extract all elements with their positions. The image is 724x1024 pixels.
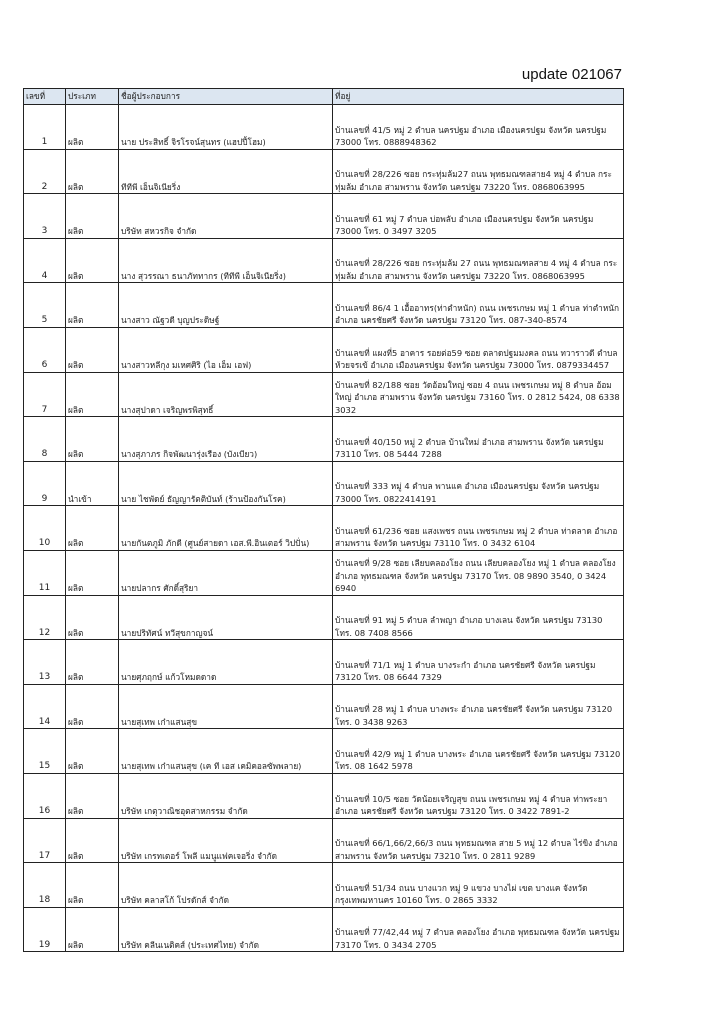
table-row — [24, 461, 624, 506]
table-row — [24, 506, 624, 551]
cell-address: บ้านเลขที่ 91 หมู่ 5 ตำบล ลำพญา อำเภอ บางเลน จังหวัด นครปฐม 73130 โทร. 08 7408 8566 — [333, 595, 624, 640]
cell-number: 3 — [24, 194, 66, 239]
cell-address: บ้านเลขที่ 86/4 1 เอื้ออาทร(ท่าตำหนัก) ถนน เพชรเกษม หมู่ 1 ตำบล ท่าตำหนัก อำเภอ นครชัยศรี จังหวัด นครปฐม 73120 โทร. 087-340-8574 — [333, 283, 624, 328]
cell-type: ผลิต — [66, 907, 119, 952]
cell-operator-name: นายสุเทพ เก๋าแสนสุข (เค ที เอส เคมิคอลซัพพลาย) — [119, 729, 333, 774]
cell-address: บ้านเลขที่ 333 หมู่ 4 ตำบล พานแค อำเภอ เมืองนครปฐม จังหวัด นครปฐม 73000 โทร. 0822414191 — [333, 461, 624, 506]
cell-operator-name: บริษัท คลาสโก้ โปรดักส์ จำกัด — [119, 863, 333, 908]
cell-number: 15 — [24, 729, 66, 774]
cell-operator-name: ทีทีพี เอ็นจิเนียริ่ง — [119, 149, 333, 194]
cell-type: ผลิต — [66, 372, 119, 417]
table-row — [24, 238, 624, 283]
cell-operator-name: นายปริทัศน์ ทวีสุขกาญจน์ — [119, 595, 333, 640]
cell-type: ผลิต — [66, 149, 119, 194]
cell-operator-name: นางสุปาดา เจริญพรพิสุทธิ์ — [119, 372, 333, 417]
cell-number: 14 — [24, 684, 66, 729]
cell-number: 11 — [24, 550, 66, 595]
header-operator-name: ชื่อผู้ประกอบการ — [119, 89, 333, 105]
cell-number: 6 — [24, 327, 66, 372]
registry-table — [23, 88, 624, 952]
cell-type: ผลิต — [66, 550, 119, 595]
cell-address: บ้านเลขที่ 61 หมู่ 7 ตำบล บ่อพลับ อำเภอ เมืองนครปฐม จังหวัด นครปฐม 73000 โทร. 0 3497 3205 — [333, 194, 624, 239]
cell-operator-name: นางสาวหลีกุง มเหศศิริ (ไอ เอ็ม เอฟ) — [119, 327, 333, 372]
cell-number: 19 — [24, 907, 66, 952]
cell-type: ผลิต — [66, 640, 119, 685]
table-row — [24, 595, 624, 640]
cell-number: 7 — [24, 372, 66, 417]
cell-number: 10 — [24, 506, 66, 551]
cell-type: ผลิต — [66, 327, 119, 372]
update-label: update 021067 — [521, 66, 622, 83]
cell-type: ผลิต — [66, 684, 119, 729]
cell-address: บ้านเลขที่ 51/34 ถนน บางแวก หมู่ 9 แขวง บางไผ่ เขต บางแค จังหวัด กรุงเทพมหานคร 10160 โทร. 0 2865 3332 — [333, 863, 624, 908]
table-row — [24, 417, 624, 462]
cell-type: ผลิต — [66, 194, 119, 239]
cell-number: 17 — [24, 818, 66, 863]
cell-address: บ้านเลขที่ 28/226 ซอย กระทุ่มล้ม27 ถนน พุทธมณฑลสาย4 หมู่ 4 ตำบล กระทุ่มล้ม อำเภอ สามพราน จังหวัด นครปฐม 73220 โทร. 0868063995 — [333, 149, 624, 194]
cell-address: บ้านเลขที่ 77/42,44 หมู่ 7 ตำบล คลองโยง อำเภอ พุทธมณฑล จังหวัด นครปฐม 73170 โทร. 0 3434 2705 — [333, 907, 624, 952]
cell-address: บ้านเลขที่ 9/28 ซอย เลียบคลองโยง ถนน เลียบคลองโยง หมู่ 1 ตำบล คลองโยง อำเภอ พุทธมณฑล จังหวัด นครปฐม 73170 โทร. 08 9890 3540, 0 3424 6940 — [333, 550, 624, 595]
cell-number: 2 — [24, 149, 66, 194]
cell-operator-name: นางสุภาภร กิจพัฒนารุ่งเรือง (บังเบียว) — [119, 417, 333, 462]
table-row — [24, 818, 624, 863]
table-row — [24, 773, 624, 818]
cell-address: บ้านเลขที่ 71/1 หมู่ 1 ตำบล บางระกำ อำเภอ นครชัยศรี จังหวัด นครปฐม 73120 โทร. 08 6644 7329 — [333, 640, 624, 685]
cell-operator-name: นายปลากร ศักดิ์สุริยา — [119, 550, 333, 595]
cell-operator-name: บริษัท สหวรกิจ จำกัด — [119, 194, 333, 239]
cell-type: นำเข้า — [66, 461, 119, 506]
cell-address: บ้านเลขที่ 10/5 ซอย วัดน้อยเจริญสุข ถนน เพชรเกษม หมู่ 4 ตำบล ท่าพระยา อำเภอ นครชัยศรี จังหวัด นครปฐม 73120 โทร. 0 3422 7891-2 — [333, 773, 624, 818]
cell-operator-name: บริษัท เกรทเตอร์ โพลี แมนูแฟคเจอริ่ง จำกัด — [119, 818, 333, 863]
cell-number: 13 — [24, 640, 66, 685]
table-row — [24, 863, 624, 908]
cell-address: บ้านเลขที่ 41/5 หมู่ 2 ตำบล นครปฐม อำเภอ เมืองนครปฐม จังหวัด นครปฐม 73000 โทร. 0888948362 — [333, 105, 624, 150]
cell-type: ผลิต — [66, 818, 119, 863]
cell-type: ผลิต — [66, 773, 119, 818]
cell-address: บ้านเลขที่ 28 หมู่ 1 ตำบล บางพระ อำเภอ นครชัยศรี จังหวัด นครปฐม 73120 โทร. 0 3438 9263 — [333, 684, 624, 729]
table-row — [24, 194, 624, 239]
cell-operator-name: นายศุภฤกษ์ แก้วโหมดดาด — [119, 640, 333, 685]
table-header-row — [24, 89, 624, 105]
cell-number: 4 — [24, 238, 66, 283]
cell-type: ผลิต — [66, 506, 119, 551]
cell-type: ผลิต — [66, 595, 119, 640]
cell-address: บ้านเลขที่ แผงที่5 อาคาร รอยต่อ59 ซอย ตลาดปฐมมงคล ถนน ทวาราวดี ตำบล ห้วยจรเข้ อำเภอ เมืองนครปฐม จังหวัด นครปฐม 73000 โทร. 0879334457 — [333, 327, 624, 372]
cell-address: บ้านเลขที่ 82/188 ซอย วัดอ้อมใหญ่ ซอย 4 ถนน เพชรเกษม หมู่ 8 ตำบล อ้อมใหญ่ อำเภอ สามพราน จังหวัด นครปฐม 73160 โทร. 0 2812 5424, 08 6338 3032 — [333, 372, 624, 417]
table-row — [24, 327, 624, 372]
cell-address: บ้านเลขที่ 40/150 หมู่ 2 ตำบล บ้านใหม่ อำเภอ สามพราน จังหวัด นครปฐม 73110 โทร. 08 5444 7288 — [333, 417, 624, 462]
cell-number: 8 — [24, 417, 66, 462]
table-row — [24, 283, 624, 328]
cell-type: ผลิต — [66, 105, 119, 150]
cell-type: ผลิต — [66, 863, 119, 908]
cell-address: บ้านเลขที่ 42/9 หมู่ 1 ตำบล บางพระ อำเภอ นครชัยศรี จังหวัด นครปฐม 73120 โทร. 08 1642 5978 — [333, 729, 624, 774]
cell-number: 16 — [24, 773, 66, 818]
table-row — [24, 105, 624, 150]
cell-number: 12 — [24, 595, 66, 640]
cell-number: 9 — [24, 461, 66, 506]
cell-operator-name: นาย ประสิทธิ์ จิรโรจน์สุนทร (แฮปปี้โฮม) — [119, 105, 333, 150]
cell-type: ผลิต — [66, 283, 119, 328]
header-number: เลขที่ — [24, 89, 66, 105]
cell-operator-name: บริษัท คลีนเนติคส์ (ประเทศไทย) จำกัด — [119, 907, 333, 952]
table-row — [24, 907, 624, 952]
cell-operator-name: นางสาว ณัฐวดี บุญประดิษฐ์ — [119, 283, 333, 328]
table-row — [24, 149, 624, 194]
table-row — [24, 550, 624, 595]
table-row — [24, 640, 624, 685]
cell-operator-name: นายสุเทพ เก๋าแสนสุข — [119, 684, 333, 729]
header-address: ที่อยู่ — [333, 89, 624, 105]
cell-number: 1 — [24, 105, 66, 150]
cell-address: บ้านเลขที่ 28/226 ซอย กระทุ่มล้ม 27 ถนน พุทธมณฑลสาย 4 หมู่ 4 ตำบล กระทุ่มล้ม อำเภอ สามพราน จังหวัด นครปฐม 73220 โทร. 0868063995 — [333, 238, 624, 283]
cell-operator-name: นายกันตภูมิ ภักดี (ศูนย์สายดา เอส.พี.อินเตอร์ วิปปั่น) — [119, 506, 333, 551]
table-row — [24, 372, 624, 417]
cell-number: 18 — [24, 863, 66, 908]
cell-type: ผลิต — [66, 729, 119, 774]
cell-address: บ้านเลขที่ 66/1,66/2,66/3 ถนน พุทธมณฑล สาย 5 หมู่ 12 ตำบล ไร่ขิง อำเภอ สามพราน จังหวัด นครปฐม 73210 โทร. 0 2811 9289 — [333, 818, 624, 863]
cell-operator-name: นาย ไชพัดย์ ธัญญารัตติบันท์ (ร้านป้องกันโรค) — [119, 461, 333, 506]
cell-number: 5 — [24, 283, 66, 328]
cell-operator-name: บริษัท เกตุวาณิชอุตสาหกรรม จำกัด — [119, 773, 333, 818]
cell-type: ผลิต — [66, 417, 119, 462]
header-type: ประเภท — [66, 89, 119, 105]
cell-address: บ้านเลขที่ 61/236 ซอย แสงเพชร ถนน เพชรเกษม หมู่ 2 ตำบล ท่าตลาด อำเภอ สามพราน จังหวัด นครปฐม 73110 โทร. 0 3432 6104 — [333, 506, 624, 551]
cell-operator-name: นาง สุวรรณา ธนาภัททากร (ทีทีพี เอ็นจิเนียริ่ง) — [119, 238, 333, 283]
table-row — [24, 729, 624, 774]
cell-type: ผลิต — [66, 238, 119, 283]
table-row — [24, 684, 624, 729]
